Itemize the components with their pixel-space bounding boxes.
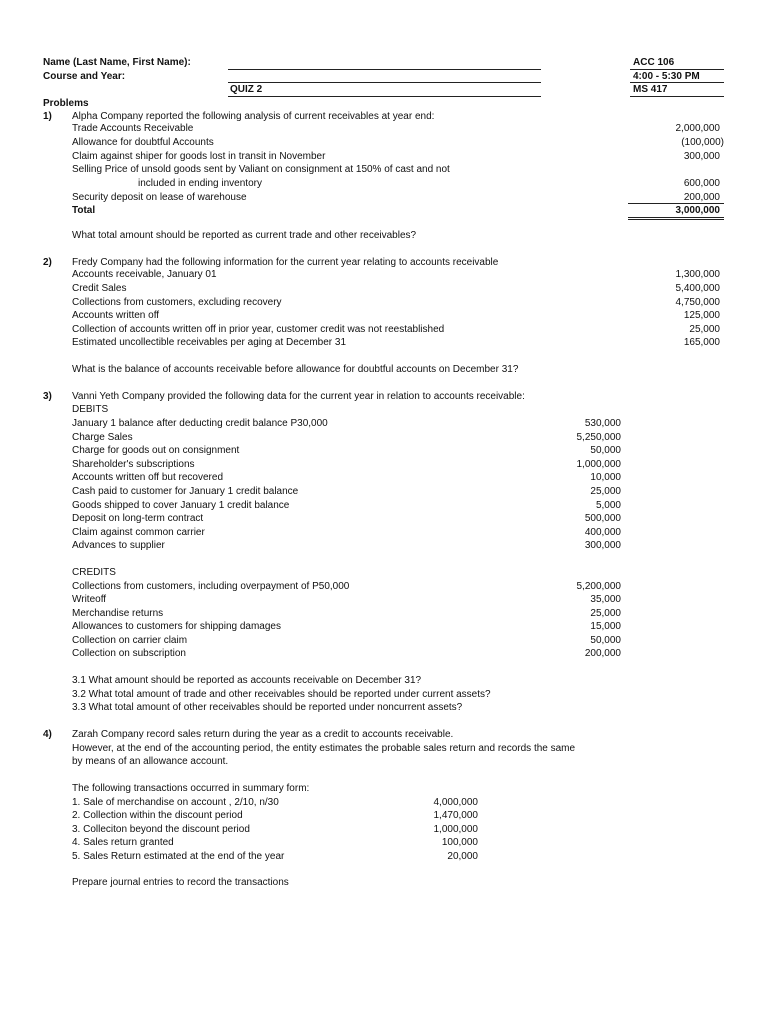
item-amount: 50,000: [590, 445, 621, 456]
class-time: 4:00 - 5:30 PM: [633, 71, 700, 82]
item-amount: 5,200,000: [576, 580, 621, 592]
item-label: Claim against shiper for goods lost in transit in November: [72, 150, 326, 162]
item-label: Allowance for doubtful Accounts: [72, 137, 214, 148]
problem-1-intro: Alpha Company reported the following analysis of current receivables at year end:: [72, 111, 435, 122]
item-amount: 5,250,000: [576, 431, 621, 443]
item-amount: 500,000: [584, 513, 621, 524]
list-item: [0, 444, 768, 458]
item-label: Accounts written off but recovered: [72, 472, 224, 483]
total-label: Total: [72, 205, 96, 216]
item-label: Claim against common carrier: [72, 526, 205, 538]
question-3-2: 3.2 What total amount of trade and other receivables should be reported under current assets?: [72, 688, 491, 700]
problem-1-question: What total amount should be reported as current trade and other receivables?: [72, 230, 417, 241]
item-amount: 300,000: [584, 540, 621, 551]
problems-heading: Problems: [43, 98, 89, 109]
item-label: Collection on subscription: [72, 648, 186, 659]
item-label: Shareholder's subscriptions: [72, 458, 195, 470]
item-amount: 100,000: [441, 837, 478, 848]
total-double-rule: [628, 219, 724, 220]
problem-2-number: 2): [43, 257, 52, 268]
list-item: [0, 268, 768, 282]
list-item: [0, 634, 768, 648]
problem-3-number: 3): [43, 391, 52, 402]
item-amount: 1,300,000: [675, 269, 720, 280]
item-label: 1. Sale of merchandise on account , 2/10, n/30: [72, 796, 279, 808]
problem-4-intro-2: However, at the end of the accounting period, the entity estimates the probable sales return and records the same: [72, 742, 576, 754]
problem-4-intro-1: Zarah Company record sales return during the year as a credit to accounts receivable.: [72, 729, 454, 740]
item-amount: 50,000: [590, 634, 621, 646]
quiz-title: QUIZ 2: [230, 84, 263, 95]
problem-4-number: 4): [43, 729, 52, 740]
item-amount: 530,000: [584, 418, 621, 429]
item-label: Deposit on long-term contract: [72, 513, 204, 524]
item-label: Allowances to customers for shipping damages: [72, 621, 281, 632]
list-item: [0, 471, 768, 485]
list-item: [0, 499, 768, 513]
list-item: [0, 526, 768, 540]
item-amount: 20,000: [447, 850, 478, 862]
item-amount: 2,000,000: [675, 123, 720, 134]
problem-3-intro: Vanni Yeth Company provided the following data for the current year in relation to accounts receivable:: [72, 391, 525, 402]
total-row: [0, 204, 768, 218]
list-item: [0, 593, 768, 607]
item-amount: (100,000): [681, 137, 724, 148]
item-amount: 165,000: [683, 337, 720, 348]
name-line: [228, 69, 541, 70]
list-item: [0, 136, 768, 150]
list-item: [0, 163, 768, 177]
item-label: Security deposit on lease of warehouse: [72, 191, 247, 203]
class-room: MS 417: [633, 84, 668, 95]
item-amount: 25,000: [590, 486, 621, 497]
quiz-line: [228, 96, 541, 97]
item-label: Writeoff: [72, 594, 107, 605]
list-item: [0, 485, 768, 499]
list-item: [0, 796, 768, 810]
item-amount: 25,000: [590, 607, 621, 619]
problem-2-intro: Fredy Company had the following information for the current year relating to accounts receivable: [72, 257, 499, 268]
item-amount: 10,000: [590, 472, 621, 483]
list-item: [0, 580, 768, 594]
list-item: [0, 282, 768, 296]
item-label: Trade Accounts Receivable: [72, 123, 194, 134]
item-amount: 4,000,000: [433, 796, 478, 808]
list-item: [0, 323, 768, 337]
item-label: Credit Sales: [72, 283, 127, 294]
name-label: Name (Last Name, First Name):: [43, 57, 191, 68]
course-label: Course and Year:: [43, 71, 126, 82]
item-label: Accounts receivable, January 01: [72, 269, 217, 280]
item-label: 4. Sales return granted: [72, 837, 174, 848]
item-label: Collections from customers, excluding recovery: [72, 296, 282, 308]
item-amount: 200,000: [683, 191, 720, 203]
item-amount: 125,000: [683, 310, 720, 321]
total-double-rule: [628, 217, 724, 218]
item-label: Selling Price of unsold goods sent by Valiant on consignment at 150% of cast and not: [72, 164, 450, 175]
item-label: Merchandise returns: [72, 607, 164, 619]
transactions-heading: The following transactions occurred in summary form:: [72, 783, 310, 794]
problem-2-question: What is the balance of accounts receivable before allowance for doubtful accounts on December 31?: [72, 364, 519, 375]
item-amount: 5,000: [595, 499, 621, 511]
item-amount: 35,000: [590, 594, 621, 605]
list-item: [0, 809, 768, 823]
question-3-3: 3.3 What total amount of other receivables should be reported under noncurrent assets?: [72, 702, 463, 713]
item-label: Goods shipped to cover January 1 credit balance: [72, 499, 290, 511]
item-label: 3. Colleciton beyond the discount period: [72, 823, 250, 835]
list-item: [0, 458, 768, 472]
course-code: ACC 106: [633, 57, 675, 68]
list-item: [0, 177, 768, 191]
list-item: [0, 836, 768, 850]
item-label: Collection on carrier claim: [72, 634, 188, 646]
class-room-line: [630, 96, 724, 97]
list-item: [0, 512, 768, 526]
item-label: Estimated uncollectible receivables per aging at December 31: [72, 337, 347, 348]
problem-1-number: 1): [43, 111, 52, 122]
list-item: [0, 336, 768, 350]
list-item: [0, 620, 768, 634]
list-item: [0, 150, 768, 164]
item-label: included in ending inventory: [138, 178, 262, 189]
list-item: [0, 296, 768, 310]
list-item: [0, 850, 768, 864]
problem-4-instruction: Prepare journal entries to record the transactions: [72, 877, 289, 888]
problem-4-intro-3: by means of an allowance account.: [72, 756, 229, 767]
list-item: [0, 823, 768, 837]
debits-heading: DEBITS: [72, 404, 109, 415]
item-amount: 1,000,000: [576, 458, 621, 470]
list-item: [0, 309, 768, 323]
item-label: January 1 balance after deducting credit balance P30,000: [72, 418, 328, 429]
item-amount: 200,000: [584, 648, 621, 659]
item-label: Charge for goods out on consignment: [72, 445, 240, 456]
item-label: Accounts written off: [72, 310, 160, 321]
list-item: [0, 417, 768, 431]
list-item: [0, 431, 768, 445]
item-label: Collections from customers, including overpayment of P50,000: [72, 580, 350, 592]
list-item: [0, 647, 768, 661]
item-amount: 25,000: [689, 323, 720, 335]
item-label: Cash paid to customer for January 1 credit balance: [72, 486, 299, 497]
list-item: [0, 539, 768, 553]
item-label: 5. Sales Return estimated at the end of the year: [72, 850, 285, 862]
item-amount: 300,000: [683, 150, 720, 162]
item-amount: 1,470,000: [433, 810, 478, 821]
item-amount: 4,750,000: [675, 296, 720, 308]
item-amount: 15,000: [590, 621, 621, 632]
credits-heading: CREDITS: [72, 567, 116, 578]
item-amount: 600,000: [683, 178, 720, 189]
item-amount: 5,400,000: [675, 283, 720, 294]
item-amount: 1,000,000: [433, 823, 478, 835]
total-amount: 3,000,000: [675, 205, 720, 216]
list-item: [0, 607, 768, 621]
item-amount: 400,000: [584, 526, 621, 538]
item-label: 2. Collection within the discount period: [72, 810, 243, 821]
course-line: [228, 82, 541, 83]
item-label: Advances to supplier: [72, 540, 165, 551]
list-item: [0, 122, 768, 136]
item-label: Collection of accounts written off in prior year, customer credit was not reestablished: [72, 323, 445, 335]
question-3-1: 3.1 What amount should be reported as accounts receivable on December 31?: [72, 675, 422, 686]
item-label: Charge Sales: [72, 431, 133, 443]
